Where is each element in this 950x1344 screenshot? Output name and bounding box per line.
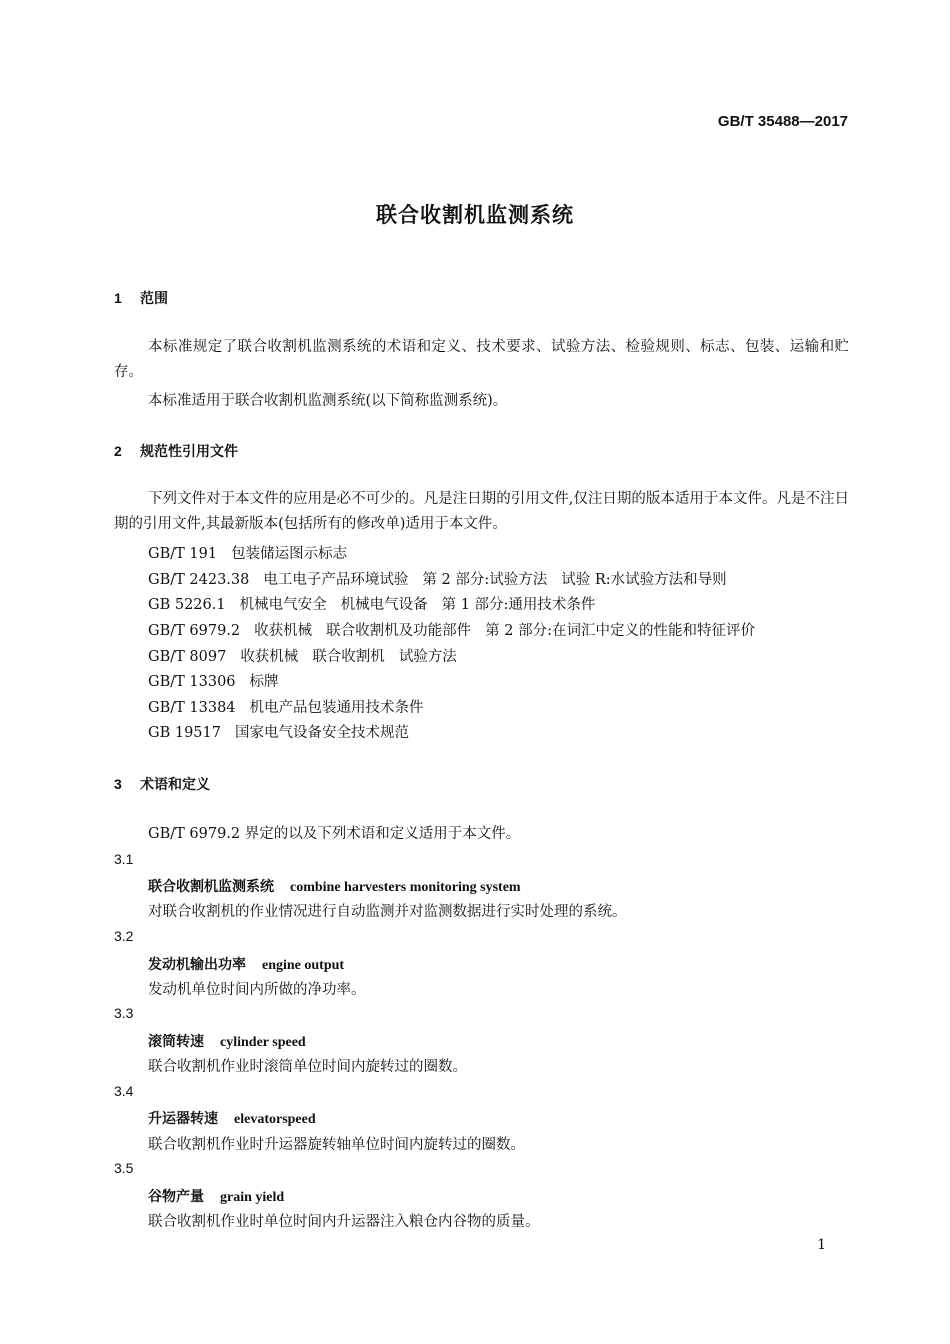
reference-code: GB/T 13306 [148, 674, 236, 690]
reference-item [148, 568, 741, 589]
clause-number: 3.1 [114, 851, 134, 867]
reference-title: 第 2 部分:在词汇中定义的性能和特征评价 [485, 623, 755, 639]
paragraph: 本标准规定了联合收割机监测系统的术语和定义、技术要求、试验方法、检验规则、标志、包装、运输和贮存。 [114, 339, 849, 380]
reference-item [148, 721, 423, 742]
section-title: 术语和定义 [140, 777, 210, 793]
section-number: 1 [114, 290, 122, 306]
reference-code: GB/T 13384 [148, 700, 236, 716]
reference-code: GB/T 191 [148, 546, 218, 562]
reference-title: 机械电气安全 [239, 597, 327, 613]
reference-code: GB/T 6979.2 [148, 623, 241, 639]
paragraph: GB/T 6979.2 界定的以及下列术语和定义适用于本文件。 [148, 826, 521, 842]
reference-title: 试验 R:水试验方法和导则 [561, 572, 727, 588]
reference-title: 收获机械 [240, 649, 299, 665]
clause-number: 3.3 [114, 1005, 134, 1021]
reference-title: 机械电气设备 [340, 597, 428, 613]
term-en: combine harvesters monitoring system [290, 880, 521, 895]
term-definition: 联合收割机作业时滚筒单位时间内旋转过的圈数。 [148, 1059, 467, 1075]
section-heading-2 [114, 441, 238, 461]
document-title: 联合收割机监测系统 [376, 203, 574, 227]
term-definition: 联合收割机作业时单位时间内升运器注入粮仓内谷物的质量。 [148, 1214, 540, 1230]
reference-item [148, 542, 361, 563]
reference-item [148, 593, 609, 614]
term-en: cylinder speed [220, 1035, 306, 1050]
reference-title: 第 1 部分:通用技术条件 [441, 597, 596, 613]
reference-code: GB 19517 [148, 725, 221, 741]
term-zh: 滚筒转速 [148, 1034, 204, 1050]
reference-item [148, 645, 471, 666]
section-title: 规范性引用文件 [140, 444, 238, 460]
term-definition: 联合收割机作业时升运器旋转轴单位时间内旋转过的圈数。 [148, 1137, 525, 1153]
clause-number: 3.2 [114, 928, 134, 944]
reference-title: 包装储运图示标志 [231, 546, 348, 562]
reference-item [148, 670, 293, 691]
reference-title: 电工电子产品环境试验 [263, 572, 409, 588]
term-en: engine output [262, 958, 345, 973]
section-heading-3 [114, 774, 210, 794]
term-zh: 升运器转速 [148, 1111, 218, 1127]
reference-code: GB/T 8097 [148, 649, 227, 665]
section-title: 范围 [140, 291, 168, 307]
term-definition: 发动机单位时间内所做的净功率。 [148, 982, 366, 998]
reference-code: GB/T 2423.38 [148, 572, 250, 588]
paragraph: 本标准适用于联合收割机监测系统(以下简称监测系统)。 [148, 393, 508, 409]
reference-item [148, 619, 769, 640]
term-heading [148, 876, 521, 896]
term-heading [148, 1186, 284, 1206]
reference-title: 试验方法 [398, 649, 457, 665]
reference-item [148, 696, 438, 717]
reference-title: 收获机械 [254, 623, 313, 639]
reference-title: 国家电气设备安全技术规范 [234, 725, 409, 741]
reference-title: 联合收割机及功能部件 [326, 623, 472, 639]
term-heading [148, 1108, 316, 1128]
term-en: grain yield [220, 1190, 285, 1205]
term-zh: 联合收割机监测系统 [148, 879, 274, 895]
clause-number: 3.4 [114, 1083, 134, 1099]
term-zh: 谷物产量 [148, 1189, 204, 1205]
clause-number: 3.5 [114, 1160, 134, 1176]
section-number: 3 [114, 776, 122, 792]
term-en: elevatorspeed [234, 1112, 316, 1127]
reference-title: 第 2 部分:试验方法 [422, 572, 548, 588]
term-heading [148, 954, 344, 974]
term-heading [148, 1031, 306, 1051]
term-definition: 对联合收割机的作业情况进行自动监测并对监测数据进行实时处理的系统。 [148, 904, 627, 920]
paragraph: 下列文件对于本文件的应用是必不可少的。凡是注日期的引用文件,仅注日期的版本适用于本文件。凡是不注日期的引用文件,其最新版本(包括所有的修改单)适用于本文件。 [114, 491, 849, 532]
section-number: 2 [114, 443, 122, 459]
standard-code: GB/T 35488—2017 [717, 113, 848, 130]
reference-title: 联合收割机 [312, 649, 385, 665]
reference-code: GB 5226.1 [148, 597, 226, 613]
term-zh: 发动机输出功率 [148, 957, 246, 973]
reference-title: 标牌 [249, 674, 279, 690]
section-heading-1 [114, 288, 168, 308]
page-number: 1 [817, 1237, 826, 1253]
reference-title: 机电产品包装通用技术条件 [249, 700, 424, 716]
